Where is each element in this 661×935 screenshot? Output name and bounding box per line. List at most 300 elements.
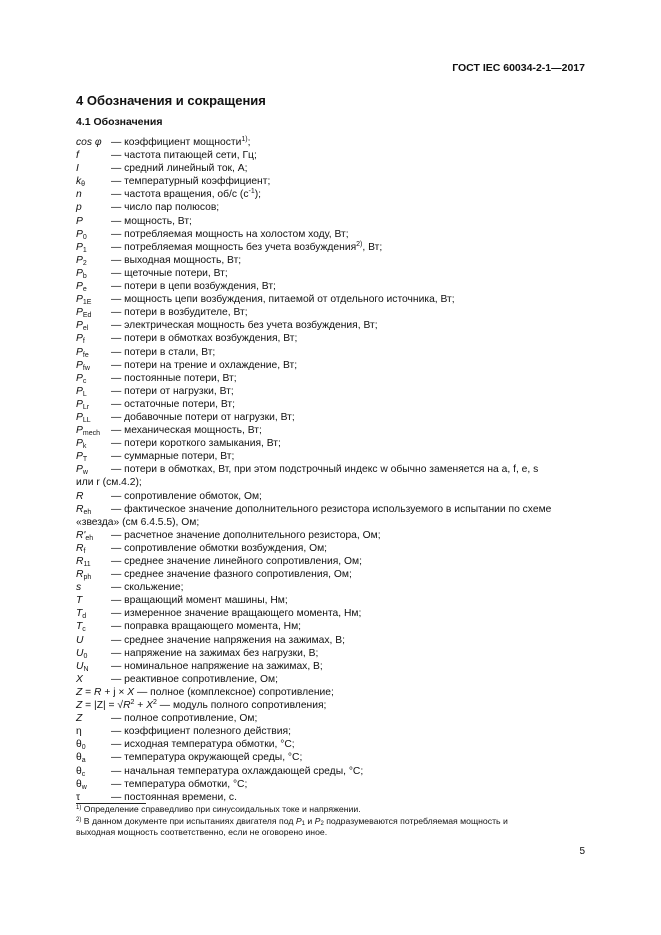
description-text: — постоянные потери, Вт; — [111, 372, 237, 384]
symbol — [76, 778, 111, 791]
symbol-letter: R — [76, 556, 84, 567]
symbol-row — [76, 738, 586, 751]
footnotes — [76, 804, 586, 839]
symbol-subscript: eh — [85, 534, 94, 542]
symbol-description — [111, 504, 551, 515]
formula-z-module — [76, 699, 586, 712]
symbol-description — [111, 437, 586, 450]
symbol-row — [76, 581, 586, 594]
symbol — [76, 332, 111, 345]
symbol — [76, 542, 111, 555]
symbol-description — [111, 464, 538, 475]
description-text: — потери в стали, Вт; — [111, 346, 216, 358]
description-text: — потери в обмотках возбуждения, Вт; — [111, 333, 298, 345]
symbol-description — [111, 673, 586, 686]
symbol-letter: θ — [76, 765, 82, 777]
symbol-description — [111, 411, 586, 424]
symbol-row — [76, 319, 586, 332]
symbol-row — [76, 254, 586, 267]
symbol-description — [111, 280, 586, 293]
symbol-letter: P — [76, 241, 83, 253]
description-text: — реактивное сопротивление, Ом; — [111, 673, 278, 685]
symbol-row — [76, 765, 586, 778]
symbol-row — [76, 149, 586, 162]
formula-description: — полное (комплексное) сопротивление; — [134, 686, 334, 698]
subsection-title: 4.1 Обозначения — [76, 116, 163, 128]
description-text: — потребляемая мощность на холостом ходу, Вт; — [111, 228, 349, 240]
description-text: — число пар полюсов; — [111, 202, 220, 214]
footnote-subscript: 1 — [301, 820, 305, 827]
symbol-subscript: 0 — [83, 652, 88, 660]
description-text: — исходная температура обмотки, °С; — [111, 739, 295, 751]
description-text: — скольжение; — [111, 582, 184, 594]
symbol-description — [111, 594, 586, 607]
symbol — [76, 201, 111, 214]
symbol-description — [111, 529, 586, 542]
formula-symbol: X — [146, 700, 154, 712]
symbol-row — [76, 332, 586, 345]
symbol-letter: s — [76, 582, 82, 594]
symbol-row — [76, 620, 586, 633]
symbol-letter: P — [76, 438, 83, 450]
formula-text: + — [134, 700, 147, 712]
symbol — [76, 424, 111, 437]
symbol-row — [76, 555, 586, 568]
footnote-reference: 1) — [241, 136, 248, 143]
symbol — [76, 359, 111, 372]
symbol — [76, 751, 111, 764]
description-text: — сопротивление обмотки возбуждения, Ом; — [111, 542, 328, 554]
symbol-description — [111, 647, 586, 660]
symbol-letter: R — [76, 542, 84, 554]
symbol-subscript: T — [82, 456, 88, 464]
symbol — [76, 490, 111, 503]
symbol — [76, 738, 111, 751]
symbol — [76, 411, 111, 424]
description-text: — выходная мощность, Вт; — [111, 254, 242, 266]
description-text: — среднее значение фазного сопротивления, Ом; — [111, 569, 352, 581]
symbol-description — [111, 712, 586, 725]
symbol — [76, 620, 111, 633]
symbol-description — [111, 385, 586, 398]
symbol-letter: P — [76, 372, 83, 384]
description-text: — потери в обмотках, Вт, при этом подстрочный индекс w обычно заменяется на a, f, e, s — [111, 464, 539, 476]
description-text: — вращающий момент машины, Нм; — [111, 595, 288, 607]
symbol — [76, 765, 111, 778]
symbol-letter: T — [76, 608, 83, 620]
description-text: — потери в возбудителе, Вт; — [111, 307, 248, 319]
symbol — [76, 254, 111, 267]
symbol — [76, 607, 111, 620]
symbol-description — [111, 581, 586, 594]
symbol — [76, 372, 111, 385]
formula-symbol: X — [127, 686, 135, 698]
symbol — [76, 385, 111, 398]
symbol-letter: P — [76, 464, 83, 476]
symbol-letter: P — [76, 228, 83, 240]
symbol-row — [76, 437, 586, 450]
symbol-subscript: Lr — [82, 403, 90, 411]
description-tail: ); — [254, 189, 262, 201]
symbol-subscript: e — [82, 286, 87, 294]
symbol-subscript: L — [82, 390, 87, 398]
symbol — [76, 712, 111, 725]
symbol-row — [76, 306, 586, 319]
symbol-letter: U — [76, 660, 84, 672]
description-tail: , Вт; — [362, 241, 383, 253]
symbol-letter: P — [76, 254, 83, 266]
symbol-description — [111, 398, 586, 411]
symbol-row — [76, 568, 586, 581]
footnote-2-continuation: выходная мощность соответственно, если не оговорено иное. — [76, 827, 328, 837]
description-superscript: -1 — [248, 188, 255, 196]
symbol-description — [111, 555, 586, 568]
symbol — [76, 149, 111, 162]
formula-text: = |Z| = √ — [82, 700, 124, 712]
description-text: — электрическая мощность без учета возбуждения, Вт; — [111, 320, 378, 332]
symbol — [76, 568, 111, 581]
symbol-description — [111, 149, 586, 162]
symbol-letter: R — [76, 569, 84, 581]
symbol-row — [76, 529, 586, 542]
symbol-letter: R — [76, 490, 84, 502]
symbol-description — [111, 450, 586, 463]
footnote-text: подразумеваются потребляемая мощность и — [323, 815, 508, 826]
symbol — [76, 555, 111, 568]
symbol-list-part-1 — [76, 136, 586, 686]
symbol-letter: P — [76, 333, 83, 345]
symbol-description — [111, 542, 586, 555]
symbol-subscript: 1 — [82, 246, 87, 254]
symbol-letter: τ — [76, 791, 81, 803]
description-text: — среднее значение линейного сопротивления, Ом; — [111, 556, 362, 567]
symbol-description — [111, 568, 586, 581]
symbol-row — [76, 293, 586, 306]
description-text: — частота вращения, об/с (с — [111, 189, 249, 201]
symbol-subscript: c — [82, 377, 87, 385]
symbol-subscript: w — [81, 783, 87, 791]
symbol-subscript: fe — [82, 351, 89, 359]
symbol-description — [111, 738, 586, 751]
symbol-description — [111, 332, 586, 345]
symbol-subscript: 1E — [82, 299, 92, 307]
description-text: — среднее значение напряжения на зажимах, В; — [111, 634, 345, 646]
symbol — [76, 136, 111, 149]
symbol-description — [111, 791, 586, 804]
symbol-row — [76, 725, 586, 738]
symbol-letter: U — [76, 634, 84, 646]
symbol-description — [111, 228, 586, 241]
symbol-row — [76, 215, 586, 228]
description-text: — постоянная времени, с. — [111, 791, 237, 803]
symbol-description — [111, 424, 586, 437]
footnote-text: и — [304, 815, 315, 826]
symbol-row — [76, 634, 586, 647]
symbol-letter: p — [76, 202, 82, 214]
footnote-symbol: P — [295, 815, 302, 826]
symbol-description — [111, 765, 586, 778]
symbol-row — [76, 647, 586, 660]
footnote-reference: 2) — [356, 240, 363, 248]
symbol-row — [76, 162, 586, 175]
symbol-row — [76, 791, 586, 804]
symbol — [76, 450, 111, 463]
symbol — [76, 280, 111, 293]
description-text: — средний линейный ток, А; — [111, 163, 248, 175]
description-text: — полное сопротивление, Ом; — [111, 713, 258, 725]
symbol — [76, 634, 111, 647]
symbol-letter: cos φ — [76, 137, 102, 148]
footnote-1 — [76, 804, 586, 816]
symbol-row — [76, 136, 586, 149]
symbol-subscript: b — [82, 272, 87, 280]
symbol — [76, 162, 111, 175]
symbol — [76, 346, 111, 359]
description-text: — остаточные потери, Вт; — [111, 398, 235, 410]
symbol-row — [76, 463, 586, 476]
symbol-row — [76, 673, 586, 686]
footnote-symbol: P — [314, 815, 321, 826]
symbol-letter: Z — [76, 713, 83, 725]
symbol-row — [76, 607, 586, 620]
symbol-description — [111, 319, 586, 332]
symbol-subscript: w — [82, 469, 88, 477]
symbol-letter: θ — [76, 739, 82, 751]
symbol-row — [76, 241, 586, 254]
symbol — [76, 594, 111, 607]
symbol — [76, 647, 111, 660]
symbol-description — [111, 254, 586, 267]
formula-description: — модуль полного сопротивления; — [156, 700, 327, 712]
footnote-subscript: 2 — [320, 820, 324, 827]
symbol-description — [111, 306, 586, 319]
description-text: — номинальное напряжение на зажимах, В; — [111, 660, 323, 672]
symbol-letter: η — [76, 726, 82, 738]
description-text: — измеренное значение вращающего момента, Нм; — [111, 608, 362, 620]
symbol-description — [111, 372, 586, 385]
symbol-description — [111, 241, 586, 254]
symbol-letter: θ — [76, 752, 82, 764]
footnote-marker: 1) — [76, 805, 82, 811]
symbol-letter: U — [76, 647, 84, 659]
footnote-2 — [76, 816, 586, 828]
description-text: — мощность цепи возбуждения, питаемой от отдельного источника, Вт; — [111, 294, 455, 306]
symbol — [76, 673, 111, 686]
symbol-letter: k — [76, 176, 82, 188]
symbol-letter: T — [76, 595, 83, 607]
description-text: — температура обмотки, °С; — [111, 778, 248, 790]
symbol-subscript: eh — [83, 508, 92, 516]
symbol-row — [76, 712, 586, 725]
symbol-row — [76, 398, 586, 411]
description-text: — напряжение на зажимах без нагрузки, В; — [111, 647, 319, 659]
symbol-description — [111, 490, 586, 503]
symbol-letter: P — [76, 267, 83, 279]
symbol — [76, 306, 111, 319]
symbol — [76, 437, 111, 450]
symbol-row — [76, 751, 586, 764]
symbol-subscript: a — [81, 757, 86, 765]
symbol-row — [76, 411, 586, 424]
symbol — [76, 725, 111, 738]
formula-exponent: 2 — [153, 699, 157, 707]
description-text: — потери короткого замыкания, Вт; — [111, 438, 281, 450]
symbol — [76, 241, 111, 254]
symbol-description — [111, 267, 586, 280]
symbol-description — [111, 293, 586, 306]
symbol-description — [111, 725, 586, 738]
description-text: — частота питающей сети, Гц; — [111, 150, 257, 162]
symbol — [76, 215, 111, 228]
symbol-subscript: 0 — [81, 744, 86, 752]
description-text: — сопротивление обмоток, Ом; — [111, 490, 262, 502]
symbol-letter: X — [76, 673, 83, 685]
symbol-row — [76, 424, 586, 437]
symbol-letter: R — [76, 503, 84, 515]
symbol-description — [111, 660, 586, 673]
symbol — [76, 175, 111, 188]
section-title: 4 Обозначения и сокращения — [76, 93, 266, 108]
symbol-description — [111, 215, 586, 228]
symbol-row — [76, 201, 586, 214]
symbol-subscript: el — [82, 325, 89, 333]
symbol-description — [111, 346, 586, 359]
description-text: — температурный коэффициент; — [111, 176, 271, 188]
symbol-letter: R' — [76, 529, 86, 541]
symbol-letter: P — [76, 451, 83, 463]
description-text: — мощность, Вт; — [111, 215, 192, 227]
formula-exponent: 2 — [130, 699, 135, 707]
symbol-letter: f — [76, 150, 79, 162]
symbol-row — [76, 450, 586, 463]
symbol-row — [76, 188, 586, 201]
symbol — [76, 398, 111, 411]
symbol-row — [76, 267, 586, 280]
symbol-description — [111, 188, 586, 201]
symbol — [76, 188, 111, 201]
description-text: — температура окружающей среды, °С; — [111, 752, 303, 764]
symbol-subscript: 2 — [82, 259, 87, 267]
symbol-row — [76, 346, 586, 359]
description-text: — коэффициент мощности — [111, 137, 242, 148]
symbol-letter: P — [76, 398, 83, 410]
symbol-description — [111, 201, 586, 214]
symbol-description — [111, 175, 586, 188]
formula-z-complex — [76, 686, 586, 699]
symbol-description — [111, 634, 586, 647]
symbol-subscript: LL — [82, 416, 91, 424]
symbol-subscript: mech — [82, 430, 100, 438]
symbol-row — [76, 503, 586, 516]
symbol — [76, 267, 111, 280]
description-text: — механическая мощность, Вт; — [111, 425, 262, 437]
symbol-subscript: 0 — [82, 233, 87, 241]
symbol-row — [76, 594, 586, 607]
symbol-subscript: N — [83, 665, 89, 673]
symbol-row — [76, 542, 586, 555]
symbol-letter: θ — [76, 778, 82, 790]
symbol-letter: P — [76, 411, 83, 423]
symbol-description — [111, 607, 586, 620]
description-text: — щеточные потери, Вт; — [111, 267, 228, 279]
symbol-row — [76, 778, 586, 791]
symbol-subscript: c — [81, 770, 86, 778]
description-continuation: «звезда» (см 6.4.5.5), Ом; — [76, 516, 200, 528]
symbol-letter: I — [76, 163, 79, 175]
symbol — [76, 581, 111, 594]
symbol-subscript: 11 — [83, 561, 91, 568]
symbol-row — [76, 359, 586, 372]
description-text: — суммарные потери, Вт; — [111, 451, 235, 463]
description-text: — начальная температура охлаждающей среды, °С; — [111, 765, 364, 777]
symbol-list — [76, 136, 586, 804]
formula-text: = — [82, 686, 95, 698]
symbol-letter: P — [76, 385, 83, 397]
symbol — [76, 228, 111, 241]
description-continuation: или r (см.4.2); — [76, 477, 142, 489]
description-text: — добавочные потери от нагрузки, Вт; — [111, 411, 295, 423]
formula-text: + j × — [101, 686, 128, 698]
symbol-description — [111, 136, 586, 149]
symbol — [76, 293, 111, 306]
symbol-row — [76, 228, 586, 241]
symbol-letter: P — [76, 425, 83, 437]
description-text: — коэффициент полезного действия; — [111, 726, 291, 738]
description-text: — фактическое значение дополнительного резистора используемого в испытании по схеме — [111, 503, 552, 515]
symbol-subscript: f — [82, 338, 85, 346]
symbol — [76, 791, 111, 804]
formula-symbol: R — [94, 686, 102, 698]
symbol — [76, 463, 111, 476]
description-text: — поправка вращающего момента, Нм; — [111, 621, 302, 633]
formula-symbol: Z — [76, 686, 83, 698]
symbol-subscript: d — [82, 613, 87, 621]
symbol-description — [111, 620, 586, 633]
symbol-letter: P — [76, 307, 83, 319]
symbol-letter: P — [76, 359, 83, 371]
symbol-subscript: f — [83, 547, 86, 555]
symbol-letter: P — [76, 294, 83, 306]
description-text: — потери на трение и охлаждение, Вт; — [111, 359, 298, 371]
symbol-row — [76, 372, 586, 385]
symbol — [76, 529, 111, 542]
symbol-description — [111, 359, 586, 372]
formula-symbol: R — [123, 700, 131, 712]
symbol-letter: n — [76, 189, 82, 201]
symbol-letter: P — [76, 215, 83, 227]
formula-symbol: Z — [76, 700, 83, 712]
description-text: — потери от нагрузки, Вт; — [111, 385, 234, 397]
symbol-subscript: Ed — [82, 312, 92, 320]
description-text: — расчетное значение дополнительного резистора, Ом; — [111, 529, 381, 541]
symbol-subscript: fw — [82, 364, 90, 372]
symbol-row — [76, 385, 586, 398]
symbol — [76, 503, 111, 516]
symbol-description — [111, 751, 586, 764]
symbol-subscript: θ — [81, 181, 86, 189]
symbol-row — [76, 175, 586, 188]
page-number: 5 — [579, 846, 585, 857]
description-text: — потребляемая мощность без учета возбуждения — [111, 241, 357, 253]
symbol — [76, 660, 111, 673]
symbol-letter: T — [76, 621, 83, 633]
symbol-row — [76, 660, 586, 673]
footnote-text: Определение справедливо при синусоидальных токе и напряжении. — [81, 804, 361, 814]
description-text: — потери в цепи возбуждения, Вт; — [111, 281, 276, 293]
symbol-list-part-2 — [76, 712, 586, 804]
description-tail: ; — [247, 137, 251, 148]
footnote-marker: 2) — [76, 816, 82, 823]
